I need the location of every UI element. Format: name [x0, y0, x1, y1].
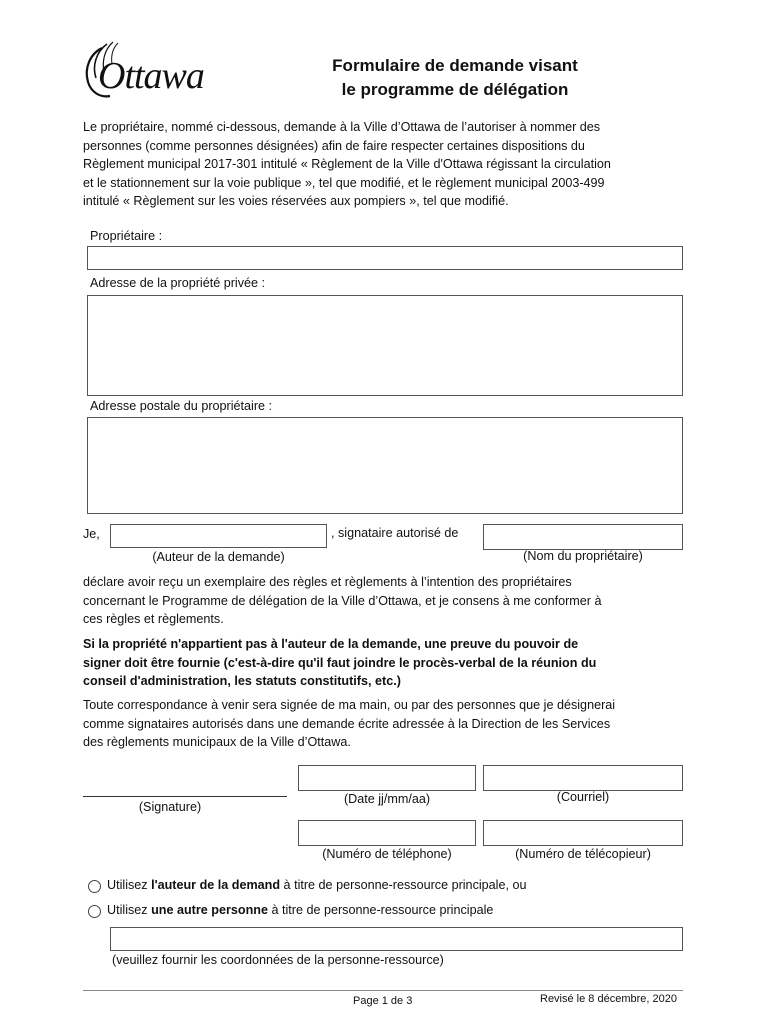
signature-line[interactable]	[83, 796, 287, 797]
title-line-2: le programme de délégation	[341, 80, 569, 99]
option-suffix: à titre de personne-ressource principale	[267, 903, 494, 917]
signataire-label: , signataire autorisé de	[331, 526, 459, 540]
property-address-input[interactable]	[87, 295, 683, 396]
contact-option-other-radio[interactable]	[88, 905, 101, 918]
contact-option-applicant-label[interactable]	[107, 878, 526, 892]
ottawa-logo	[80, 40, 215, 102]
correspondence-line: des règlements municipaux de la Ville d’Ottawa.	[83, 735, 351, 749]
owner-name-input[interactable]	[483, 524, 683, 550]
applicant-name-input[interactable]	[110, 524, 327, 548]
owner-caption: (Nom du propriétaire)	[523, 549, 643, 563]
option-prefix: Utilisez	[107, 878, 152, 892]
correspondence-line: Toute correspondance à venir sera signée de ma main, ou par des personnes que je désignerai	[83, 698, 616, 712]
notice-line: conseil d'administration, les statuts constitutifs, etc.)	[83, 674, 401, 688]
correspondence-line: comme signataires autorisés dans une demande écrite adressée à la Direction de les Services	[83, 716, 611, 731]
intro-line: intitulé « Règlement sur les voies réservées aux pompiers », tel que modifié.	[83, 194, 509, 208]
ownership-notice	[83, 635, 693, 691]
signature-caption: (Signature)	[138, 800, 202, 814]
owner-input[interactable]	[87, 246, 683, 270]
email-caption: (Courriel)	[556, 790, 610, 804]
option-bold: une autre personne	[151, 903, 268, 917]
option-suffix: à titre de personne-ressource principale, ou	[280, 878, 527, 892]
phone-caption: (Numéro de téléphone)	[322, 847, 452, 861]
owner-label: Propriétaire :	[90, 229, 163, 243]
footer-divider	[83, 990, 683, 991]
other-contact-caption: (veuillez fournir les coordonnées de la personne-ressource)	[112, 953, 444, 967]
option-bold: l'auteur de la demand	[151, 878, 281, 892]
intro-line: et le stationnement sur la voie publique », tel que modifié, et le règlement municipal 2003-499	[83, 175, 605, 190]
ottawa-logo-text: Ottawa	[98, 55, 204, 97]
property-address-label: Adresse de la propriété privée :	[90, 276, 266, 290]
applicant-caption: (Auteur de la demande)	[152, 550, 285, 564]
date-caption: (Date jj/mm/aa)	[343, 792, 431, 806]
date-input[interactable]	[298, 765, 476, 791]
title-line-1: Formulaire de demande visant	[332, 56, 578, 75]
option-prefix: Utilisez	[107, 903, 152, 917]
phone-input[interactable]	[298, 820, 476, 846]
declaration-paragraph	[83, 573, 693, 629]
mailing-address-input[interactable]	[87, 417, 683, 514]
declaration-line: déclare avoir reçu un exemplaire des règles et règlements à l’intention des propriétaires	[83, 575, 572, 589]
other-contact-input[interactable]	[110, 927, 683, 951]
fax-input[interactable]	[483, 820, 683, 846]
declaration-line: concernant le Programme de délégation de la Ville d’Ottawa, et je consens à me conformer à	[83, 593, 602, 608]
mailing-address-label: Adresse postale du propriétaire :	[90, 399, 273, 413]
notice-line: Si la propriété n'appartient pas à l'auteur de la demande, une preuve du pouvoir de	[83, 637, 579, 651]
contact-option-other-label[interactable]	[107, 903, 493, 917]
je-label: Je,	[83, 527, 100, 541]
intro-line: Règlement municipal 2017-301 intitulé « Règlement de la Ville d'Ottawa régissant la circulation	[83, 157, 611, 171]
intro-paragraph	[83, 118, 693, 211]
intro-line: Le propriétaire, nommé ci-dessous, demande à la Ville d’Ottawa de l’autoriser à nommer des	[83, 120, 601, 134]
correspondence-paragraph	[83, 696, 693, 752]
contact-option-applicant-radio[interactable]	[88, 880, 101, 893]
revision-date: Revisé le 8 décembre, 2020	[540, 993, 677, 1005]
declaration-line: ces règles et règlements.	[83, 612, 224, 626]
notice-line: signer doit être fournie (c'est-à-dire qu'il faut joindre le procès-verbal de la réunion du	[83, 655, 597, 670]
email-input[interactable]	[483, 765, 683, 791]
page-title	[300, 54, 610, 102]
page-number: Page 1 de 3	[353, 995, 413, 1007]
intro-line: personnes (comme personnes désignées) afin de faire respecter certaines dispositions du	[83, 138, 585, 153]
fax-caption: (Numéro de télécopieur)	[515, 847, 651, 861]
